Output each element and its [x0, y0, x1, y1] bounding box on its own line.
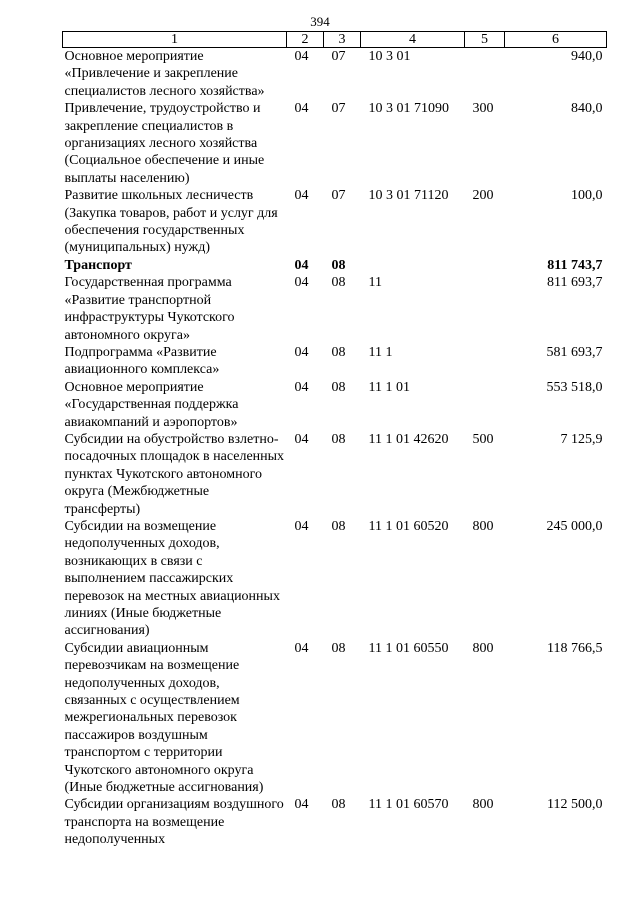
header-col-6: 6	[505, 32, 607, 48]
row-amount-cell: 553 518,0	[546, 379, 603, 395]
row-expense-type-cell	[465, 257, 505, 274]
row-subsection-cell: 08	[331, 518, 346, 534]
row-section-cell: 04	[294, 518, 309, 534]
row-target-article-cell: 11 1	[368, 344, 393, 360]
row-target-article-cell: 11 1 01	[368, 379, 410, 395]
row-subsection-cell: 07	[331, 101, 346, 117]
row-expense-type-cell: 800	[472, 797, 494, 813]
table-header	[63, 32, 607, 48]
row-target-article-cell: 10 3 01 71120	[368, 188, 449, 204]
row-subsection-cell: 08	[331, 275, 346, 291]
row-name-cell: Субсидии авиационным перевозчикам на возмещение недополученных доходов, связанных с осуществлением межрегиональных перевозок пассажиров воздушным транспортом с территории Чукотского автономного округа (Иные бюджетные ассигнования)	[64, 640, 264, 796]
row-section-cell: 04	[294, 797, 309, 813]
row-subsection-cell: 07	[331, 188, 346, 204]
row-name-cell: Подпрограмма «Развитие авиационного комплекса»	[64, 344, 220, 378]
page-number: 394	[310, 14, 330, 29]
row-target-article-cell: 10 3 01	[368, 49, 411, 64]
row-section-cell: 04	[294, 275, 309, 291]
table-row	[63, 187, 607, 257]
row-expense-type-cell: 500	[472, 431, 494, 447]
row-subsection-cell: 08	[331, 257, 346, 273]
row-section-cell: 04	[294, 431, 309, 447]
table-row	[63, 100, 607, 187]
row-name-cell: Субсидии организациям воздушного транспорта на возмещение недополученных	[64, 797, 284, 848]
row-target-article-cell: 10 3 01 71090	[368, 101, 449, 117]
header-col-1: 1	[63, 32, 287, 48]
row-expense-type-cell	[465, 379, 505, 431]
row-amount-cell: 940,0	[571, 49, 603, 64]
row-section-cell: 04	[294, 379, 309, 395]
table-row	[63, 640, 607, 797]
header-row	[63, 32, 607, 48]
row-amount-cell: 100,0	[571, 188, 603, 204]
row-name-cell: Транспорт	[64, 257, 132, 273]
header-col-3: 3	[324, 32, 361, 48]
row-target-article-cell: 11 1 01 60550	[368, 640, 449, 656]
row-target-article-cell	[361, 257, 465, 274]
row-expense-type-cell: 300	[472, 101, 494, 117]
row-amount-cell: 811 743,7	[547, 257, 603, 273]
row-section-cell: 04	[294, 188, 309, 204]
table-row	[63, 518, 607, 640]
header-col-5: 5	[465, 32, 505, 48]
row-section-cell: 04	[294, 257, 309, 273]
row-section-cell: 04	[294, 49, 309, 64]
row-subsection-cell: 07	[331, 49, 346, 64]
row-expense-type-cell	[465, 48, 505, 101]
budget-table	[62, 31, 607, 849]
row-name-cell: Основное мероприятие «Привлечение и закрепление специалистов лесного хозяйства»	[64, 49, 265, 99]
row-expense-type-cell: 200	[472, 188, 494, 204]
row-name-cell: Субсидии на обустройство взлетно-посадочных площадок в населенных пунктах Чукотского автономного округа (Межбюджетные трансферты)	[64, 431, 285, 517]
row-amount-cell: 581 693,7	[546, 344, 603, 360]
table-row	[63, 431, 607, 518]
table-row	[63, 274, 607, 344]
row-expense-type-cell	[465, 344, 505, 379]
row-amount-cell: 7 125,9	[560, 431, 603, 447]
row-subsection-cell: 08	[331, 431, 346, 447]
row-target-article-cell: 11	[368, 275, 382, 291]
row-amount-cell: 118 766,5	[547, 640, 603, 656]
row-name-cell: Привлечение, трудоустройство и закрепление специалистов в организациях лесного хозяйства (Социальное обеспечение и иные выплаты населению)	[64, 101, 265, 186]
row-subsection-cell: 08	[331, 344, 346, 360]
row-amount-cell: 112 500,0	[547, 797, 603, 813]
row-expense-type-cell: 800	[472, 518, 494, 534]
table-body	[63, 48, 607, 849]
row-subsection-cell: 08	[331, 640, 346, 656]
row-subsection-cell: 08	[331, 379, 346, 395]
table-row	[63, 344, 607, 379]
row-section-cell: 04	[294, 640, 309, 656]
row-name-cell: Развитие школьных лесничеств (Закупка товаров, работ и услуг для обеспечения государственных (муниципальных) нужд)	[64, 188, 278, 256]
row-subsection-cell: 08	[331, 797, 346, 813]
row-amount-cell: 245 000,0	[546, 518, 603, 534]
row-amount-cell: 811 693,7	[547, 275, 603, 291]
row-expense-type-cell	[465, 274, 505, 344]
row-name-cell: Государственная программа «Развитие транспортной инфраструктуры Чукотского автономного округа»	[64, 275, 235, 343]
row-target-article-cell: 11 1 01 60520	[368, 518, 449, 534]
table-row	[63, 379, 607, 431]
header-col-4: 4	[361, 32, 465, 48]
table-row	[63, 257, 607, 274]
row-expense-type-cell: 800	[472, 640, 494, 656]
row-section-cell: 04	[294, 344, 309, 360]
header-col-2: 2	[287, 32, 324, 48]
row-section-cell: 04	[294, 101, 309, 117]
row-name-cell: Основное мероприятие «Государственная поддержка авиакомпаний и аэропортов»	[64, 379, 239, 430]
table-row	[63, 48, 607, 101]
row-name-cell: Субсидии на возмещение недополученных доходов, возникающих в связи с выполнением пассажирских перевозок на местных авиационных линиях (Иные бюджетные ассигнования)	[64, 518, 280, 639]
row-target-article-cell: 11 1 01 60570	[368, 797, 449, 813]
row-amount-cell: 840,0	[571, 101, 603, 117]
table-row	[63, 796, 607, 848]
row-target-article-cell: 11 1 01 42620	[368, 431, 449, 447]
